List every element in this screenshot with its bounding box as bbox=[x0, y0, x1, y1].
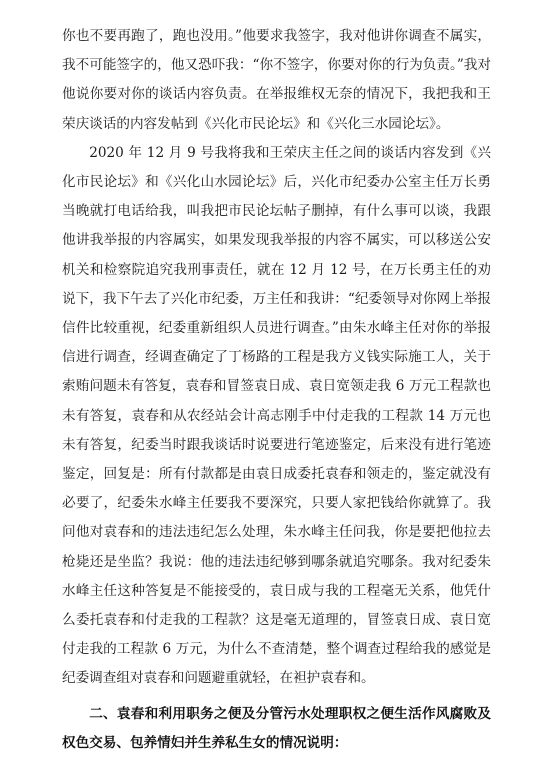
paragraph-main: 2020 年 12 月 9 号我将我和王荣庆主任之间的谈话内容发到《兴化市民论坛》和《兴化山水园论坛》后，兴化市纪委办公室主任万长勇当晚就打电话给我，叫我把市民论坛帖子删掉，有什么事可以谈，我跟他讲我举报的内容属实，如果发现我举报的内容不属实，可以移送公安机关和检察院追究我刑事责任，就在 12 月 12 号，在万长勇主任的劝说下，我下午去了兴化市纪委，万主任和我讲：“纪委领导对你网上举报信件比较重视，纪委重新组织人员进行调查。”由朱水峰主任对你的举报信进行调查，经调查确定了丁杨路的工程是我方义钱实际施工人，关于索贿问题未有答复，袁春和冒签袁日成、袁日宽领走我 6 万元工程款也未有答复，袁春和从农经站会计高志刚手中付走我的工程款 14 万元也未有答复，纪委当时跟我谈话时说要进行笔迹鉴定，后来没有进行笔迹鉴定，回复是：所有付款都是由袁日成委托袁春和领走的，鉴定就没有必要了，纪委朱水峰主任要我不要深究，只要人家把钱给你就算了。我问他对袁春和的违法违纪怎么处理，朱水峰主任问我，你是要把他拉去枪毙还是坐监？我说：他的违法违纪够到哪条就追究哪条。我对纪委朱水峰主任这种答复是不能接受的，袁日成与我的工程毫无关系，他凭什么委托袁春和付走我的工程款？这是毫无道理的，冒签袁日成、袁日宽付走我的工程款 6 万元，为什么不查清楚，整个调查过程给我的感觉是纪委调查组对袁春和问题避重就轻，在袒护袁春和。 bbox=[62, 144, 491, 687]
document-body bbox=[62, 22, 491, 758]
paragraph-continuation: 你也不要再跑了，跑也没用。”他要求我签字，我对他讲你调查不属实，我不可能签字的，他又恐吓我：“你不签字，你要对你的行为负责。”我对他说你要对你的谈话内容负责。在举报维权无奈的情况下，我把我和王荣庆谈话的内容发帖到《兴化市民论坛》和《兴化三水园论坛》。 bbox=[62, 28, 491, 132]
section-heading: 二、袁春和利用职务之便及分管污水处理职权之便生活作风腐败及权色交易、包养情妇并生养私生女的情况说明： bbox=[62, 705, 491, 751]
